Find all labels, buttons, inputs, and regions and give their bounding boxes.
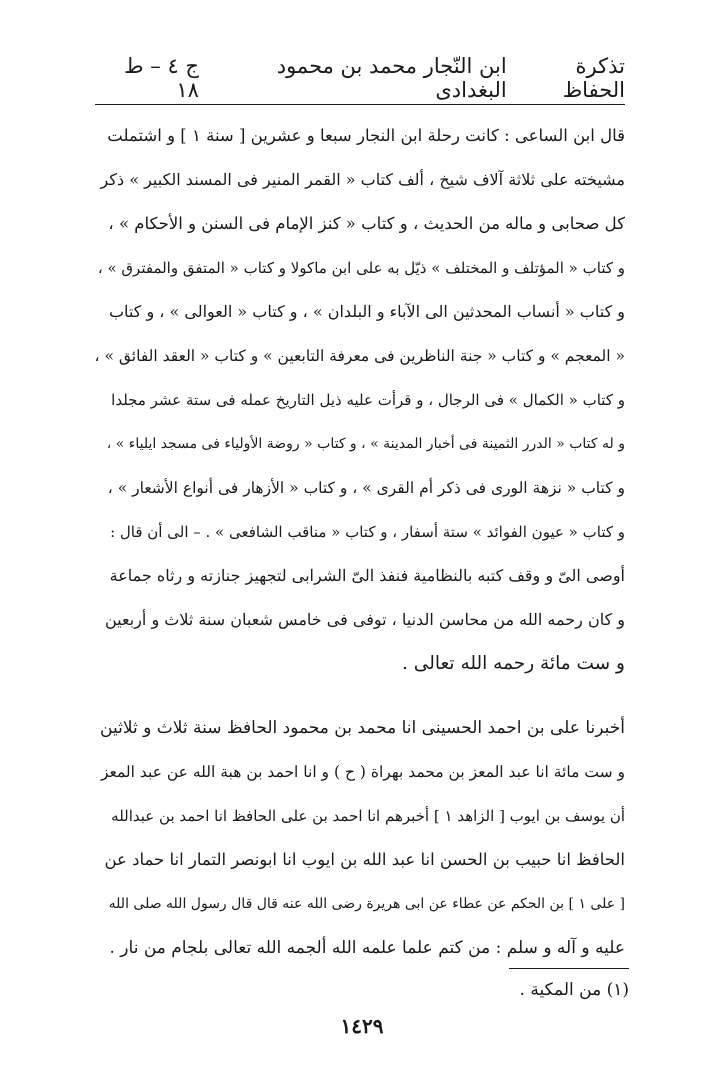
text-line: « المعجم » و كتاب « جنة الناظرين فى معرفة التابعين » و كتاب « العقد الفائق » ، [95, 347, 625, 365]
paragraph-hadith-chain [95, 706, 625, 970]
footnote-divider [509, 968, 629, 969]
text-line: مشيخته على ثلاثة آلاف شيخ ، ألف كتاب « القمر المنير فى المسند الكبير » ذكر [100, 170, 625, 189]
text-line: و ست مائة رحمه الله تعالى . [402, 653, 625, 674]
text-line: و كتاب « نزهة الورى فى ذكر أم القرى » ، و كتاب « الأزهار فى أنواع الأشعار » ، [107, 479, 625, 497]
text-line: و كتاب « الكمال » فى الرجال ، و قرأت عليه ذيل التاريخ عمله فى ستة عشر مجلدا [111, 391, 625, 409]
text-line: و كان رحمه الله من محاسن الدنيا ، توفى فى خامس شعبان سنة ثلاث و أربعين [105, 610, 625, 629]
header-person: ابن النّجار محمد بن محمود البغدادى [276, 54, 507, 102]
text-line: و له كتاب « الدرر الثمينة فى أخبار المدينة » ، و كتاب « روضة الأولياء فى مسجد ايلياء » ، [106, 436, 625, 452]
text-line: أخبرنا على بن احمد الحسينى انا محمد بن محمود الحافظ سنة ثلاث و ثلاثين [100, 718, 625, 738]
header-volume-ref: ج ٤ – ط ١٨ [124, 54, 199, 102]
text-line: الحافظ انا حبيب بن الحسن انا عبد الله بن ايوب انا ابونصر التمار انا حماد عن [104, 850, 625, 869]
paragraph-biography [95, 114, 625, 686]
text-line: و كتاب « عيون الفوائد » ستة أسفار ، و كتاب « مناقب الشافعى » . – الى أن قال : [110, 523, 625, 541]
text-line: و ست مائة انا عبد المعز بن محمد بهراة ( ح ) و انا احمد بن هبة الله عن عبد المعز [100, 763, 625, 781]
header-book-title: تذكرة الحفاظ [562, 54, 625, 102]
footnote: (١) من المكية . [519, 980, 629, 1000]
header-divider [95, 104, 625, 105]
text-line: قال ابن الساعى : كانت رحلة ابن النجار سبعا و عشرين [ سنة ١ ] و اشتملت [107, 126, 625, 145]
page-number: ١٤٢٩ [340, 1014, 384, 1038]
text-line: عليه و آله و سلم : من كتم علما علمه الله ألجمه الله تعالى بلجام من نار . [109, 938, 625, 958]
text-line: [ على ١ ] بن الحكم عن عطاء عن ابى هريرة رضى الله عنه قال قال رسول الله صلى الله [108, 896, 625, 912]
text-line: أن يوسف بن ايوب [ الزاهد ١ ] أخبرهم انا احمد بن على الحافظ انا احمد بن عبدالله [111, 807, 625, 825]
running-header [95, 54, 625, 102]
text-line: و كتاب « أنساب المحدثين الى الآباء و البلدان » ، و كتاب « العوالى » ، و كتاب [108, 302, 625, 321]
text-line: كل صحابى و ماله من الحديث ، و كتاب « كنز الإمام فى السنن و الأحكام » ، [108, 214, 625, 233]
main-text [95, 114, 625, 970]
text-line: أوصى الىّ و وقف كتبه بالنظامية فنفذ الىّ الشرابى لتجهيز جنازته و رثاه جماعة [109, 566, 625, 585]
paragraph-gap [95, 686, 625, 706]
text-line: و كتاب « المؤتلف و المختلف » ذيّل به على ابن ماكولا و كتاب « المتفق والمفترق » ، [97, 259, 625, 277]
